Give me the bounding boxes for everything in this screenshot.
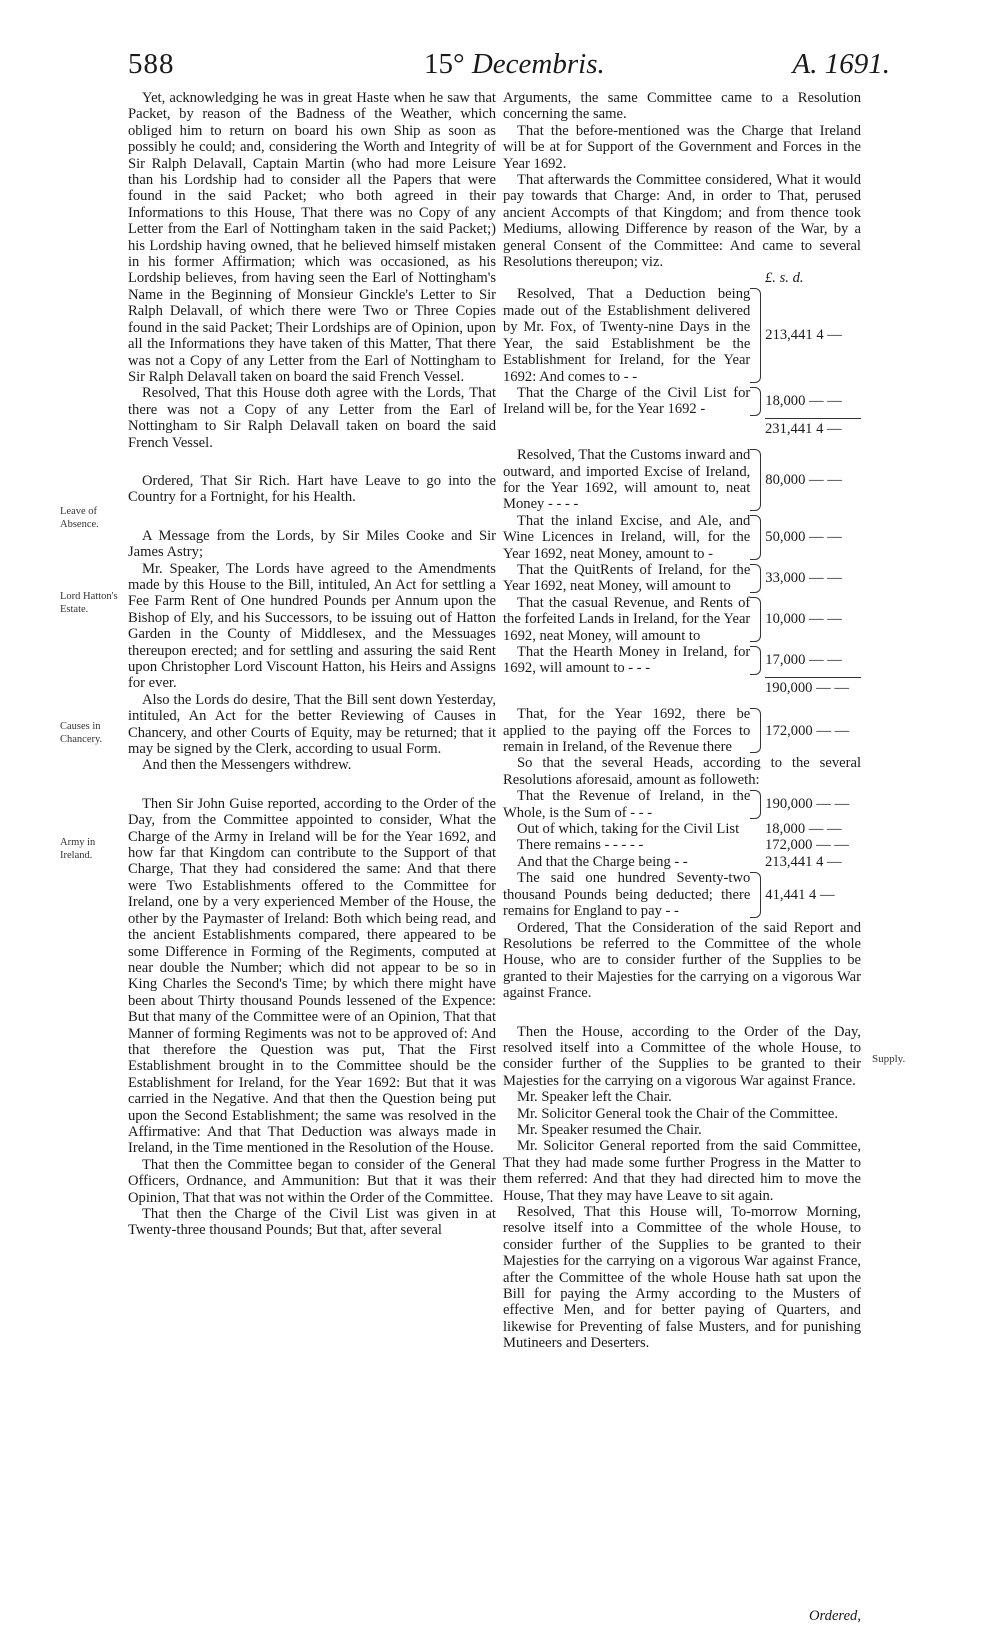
- account-row: [503, 788, 861, 821]
- account-desc: That, for the Year 1692, there be applied to the paying off the Forces to remain in Ireland, of the Revenue there: [503, 706, 751, 756]
- account-row: [503, 870, 861, 919]
- account-table-summary: [503, 788, 861, 919]
- account-row: [503, 447, 861, 513]
- paragraph: Then the House, according to the Order of the Day, resolved itself into a Committee of the whole House, to consider further of the Supplies to be granted to their Majesties for the carrying on a vigorous War against France.: [503, 1023, 861, 1089]
- paragraph: Ordered, That Sir Rich. Hart have Leave to go into the Country for a Fortnight, for his Health.: [128, 472, 496, 506]
- right-column: [503, 90, 861, 1352]
- paragraph: That the before-mentioned was the Charge that Ireland will be at for Support of the Government and Forces in the Year 1692.: [503, 122, 861, 172]
- paragraph: So that the several Heads, according to the several Resolutions aforesaid, amount as followeth:: [503, 755, 861, 788]
- brace: [750, 564, 761, 593]
- account-desc: Resolved, That the Customs inward and outward, and imported Excise of Ireland, for the Year 1692, will amount to, neat Money - - - -: [503, 447, 751, 513]
- left-column: [128, 90, 496, 1239]
- account-row: [503, 562, 861, 595]
- paragraph: Mr. Speaker, The Lords have agreed to the Amendments made by this House to the Bill, intituled, An Act for settling a Fee Farm Rent of One hundred Pounds per Annum upon the Bishop of Ely, and his Successors, to be issuing out of Hatton Garden in the County of Middlesex, and the Messuages thereupon erected; and for settling and assuring the said Rent upon Christopher Lord Viscount Hatton, his Heirs and Assigns for ever.: [128, 560, 496, 692]
- page-number: 588: [128, 48, 175, 80]
- account-amount: 18,000 — —: [765, 393, 842, 410]
- account-amount: 17,000 — —: [765, 652, 842, 669]
- account-total: 190,000 — —: [503, 677, 861, 696]
- account-row: [503, 595, 861, 644]
- account-amount: 50,000 — —: [765, 529, 842, 546]
- paragraph: That then the Committee began to consider of the General Officers, Ordnance, and Ammunition: But that it was their Opinion, That that was not within the Order of the Committee.: [128, 1156, 496, 1206]
- paragraph: That then the Charge of the Civil List was given in at Twenty-three thousand Pounds; But that, after several: [128, 1206, 496, 1239]
- paragraph: A Message from the Lords, by Sir Miles Cooke and Sir James Astry;: [128, 527, 496, 561]
- account-amount: 213,441 4 —: [765, 327, 842, 344]
- margin-note-army: Army in Ireland.: [60, 837, 96, 861]
- date-month: Decembris.: [471, 48, 605, 80]
- account-row: [503, 706, 861, 755]
- paragraph: Resolved, That this House doth agree with the Lords, That there was not a Copy of any Letter from the Earl of Nottingham to Sir Ralph Delavall taken on board the said French Vessel.: [128, 385, 496, 451]
- account-table-revenue: [503, 447, 861, 696]
- brace: [750, 387, 761, 416]
- account-desc: That the QuitRents of Ireland, for the Year 1692, neat Money, will amount to: [503, 561, 751, 595]
- paragraph: Arguments, the same Committee came to a Resolution concerning the same.: [503, 90, 861, 123]
- paragraph: Mr. Solicitor General reported from the said Committee, That they had made some further Progress in the Matter to them referred: And that they had directed him to move the House, That they may have Leave to sit again.: [503, 1138, 861, 1204]
- account-amount: 213,441 4 —: [765, 853, 842, 870]
- account-desc: Out of which, taking for the Civil List: [517, 821, 740, 838]
- paragraph: And then the Messengers withdrew.: [142, 757, 352, 774]
- paragraph: Yet, acknowledging he was in great Haste when he saw that Packet, by reason of the Badness of the Weather, which obliged him to return on board his own Ship as soon as possibly he could; and, considering the Worth and Integrity of Sir Ralph Delavall, Captain Martin (who had more Leisure than his Lordship had to consider all the Papers that were found in the said Packet; who both agreed in their Informations to this House, That there was no Copy of any Letter from the Earl of Nottingham taken in the said Packet;) his Lordship having owned, that he believed himself mistaken in his former Affirmation; which was occasioned, as his Lordship believes, from having seen the Earl of Nottingham's Name in the Beginning of Monsieur Ginckle's Letter to Sir Ralph Delavall, of which there were Two or Three Copies found in the said Packet; Their Lordships are of Opinion, upon all the Informations they have taken of this Matter, That there was not a Copy of any Letter from the Earl of Nottingham to Sir Ralph Delavall taken on board the said French Vessel.: [128, 90, 496, 385]
- account-row: [503, 385, 861, 418]
- account-desc: That the Hearth Money in Ireland, for 1692, will amount to - - -: [503, 644, 751, 677]
- account-desc: The said one hundred Seventy-two thousand Pounds being deducted; there remains for England to pay - -: [503, 870, 751, 920]
- account-amount: 10,000 — —: [765, 611, 842, 628]
- account-table-forces: [503, 706, 861, 755]
- account-desc: That the Revenue of Ireland, in the Whole, is the Sum of - - -: [503, 788, 751, 821]
- brace: [750, 790, 761, 819]
- account-amount: 172,000 — —: [765, 837, 849, 854]
- paragraph: Then Sir John Guise reported, according to the Order of the Day, from the Committee appointed to consider, What the Charge of the Army in Ireland will be for the Year 1692, and how far that Kingdom can contribute to the Support of that Charge, That they had considered the same: And that there were Two Establishments offered to the Committee for Ireland, one by a very experienced Member of the House, the other by the Paymaster of Ireland: Both which being read, and the ancient Establishments compared, there appeared to be some Difference in Forming of the Regiments, computed at near double the Number; which did not appear to be so in King Charles the Second's Time; by which there might have been about Thirty thousand Pounds lessened of the Expence: But that many of the Committee were of an Opinion, That that Manner of forming Regiments was not to be approved of: And that therefore the Question was put, That the First Establishment brought in to the Committee should be the Establishment for Ireland, for the Year 1692: But that it was carried in the Negative. And that then the Question being put upon the Second Establishment; the same was resolved in the Affirmative: And that That Deduction was always made in Ireland, in the Time mentioned in the Resolution of the House.: [128, 795, 496, 1157]
- account-desc: And that the Charge being - -: [517, 853, 688, 870]
- margin-note-hatton: Lord Hatton's Estate.: [60, 591, 118, 615]
- account-row: [503, 837, 861, 853]
- account-row: [503, 854, 861, 870]
- paragraph: Mr. Speaker resumed the Chair.: [517, 1121, 702, 1138]
- brace: [750, 597, 761, 642]
- page-header: [128, 48, 890, 88]
- catchword: Ordered,: [808, 1608, 861, 1624]
- margin-note-chancery: Causes in Chancery.: [60, 721, 103, 745]
- account-table-charge: [503, 270, 861, 437]
- margin-note-supply: Supply.: [872, 1053, 906, 1065]
- brace: [750, 872, 761, 917]
- paragraph: Also the Lords do desire, That the Bill sent down Yesterday, intituled, An Act for the better Reviewing of Causes in Chancery, and other Courts of Equity, may be returned; that it may be signed by the Clerk, according to usual Form.: [128, 691, 496, 758]
- account-desc: That the inland Excise, and Ale, and Wine Licences in Ireland, will, for the Year 1692, neat Money, amount to -: [503, 512, 751, 562]
- account-total: 231,441 4 —: [503, 418, 861, 437]
- date-day: 15°: [424, 48, 465, 80]
- brace: [750, 646, 761, 675]
- page-year: A. 1691.: [792, 48, 890, 80]
- lsd-heading: £. s. d.: [765, 270, 804, 287]
- account-row: [503, 513, 861, 562]
- account-desc: Resolved, That a Deduction being made out of the Establishment delivered by Mr. Fox, of Twenty-nine Days in the Year, the said Establishment be the Establishment for Ireland, for the Year 1692: And comes to - -: [503, 286, 751, 385]
- account-row: [503, 286, 861, 384]
- account-desc: That the casual Revenue, and Rents of the forfeited Lands in Ireland, for the Year 1692, neat Money, will amount to: [503, 594, 751, 644]
- paragraph: Resolved, That this House will, To-morrow Morning, resolve itself into a Committee of the whole House, to consider further of the Supplies to be granted to their Majesties for the carrying on a vigorous War against France, after the Committee of the whole House hath sat upon the Bill for paying the Army according to the Musters of effective Men, and for better paying of Quarters, and likewise for Preventing of false Musters, and for punishing Mutineers and Deserters.: [503, 1204, 861, 1352]
- account-amount: 33,000 — —: [765, 570, 842, 587]
- account-amount: 80,000 — —: [765, 471, 842, 488]
- paragraph: Mr. Solicitor General took the Chair of the Committee.: [517, 1105, 838, 1122]
- page-date: [424, 48, 605, 81]
- account-desc: There remains - - - - -: [517, 837, 644, 854]
- paragraph: Mr. Speaker left the Chair.: [517, 1089, 672, 1106]
- brace: [750, 515, 761, 560]
- account-row: [503, 821, 861, 837]
- account-row: [503, 644, 861, 677]
- margin-note-leave: Leave of Absence.: [60, 506, 99, 530]
- account-amount: 18,000 — —: [765, 821, 842, 838]
- paragraph: Ordered, That the Consideration of the said Report and Resolutions be referred to the Committee of the whole House, who are to consider further of the Supplies to be granted to their Majesties for the carrying on a vigorous War against France.: [503, 919, 861, 1002]
- brace: [750, 449, 761, 511]
- brace: [750, 288, 761, 382]
- paragraph: That afterwards the Committee considered, What it would pay towards that Charge: And, in order to That, perused ancient Accompts of that Kingdom; and from thence took Mediums, allowing Difference by reason of the War, by a general Consent of the Committee: And came to several Resolutions thereupon; viz.: [503, 172, 861, 271]
- account-amount: 190,000 — —: [765, 796, 850, 813]
- brace: [750, 708, 761, 753]
- account-amount: 41,441 4 —: [765, 886, 835, 903]
- account-amount: 172,000 — —: [765, 722, 850, 739]
- account-desc: That the Charge of the Civil List for Ireland will be, for the Year 1692 -: [503, 384, 751, 418]
